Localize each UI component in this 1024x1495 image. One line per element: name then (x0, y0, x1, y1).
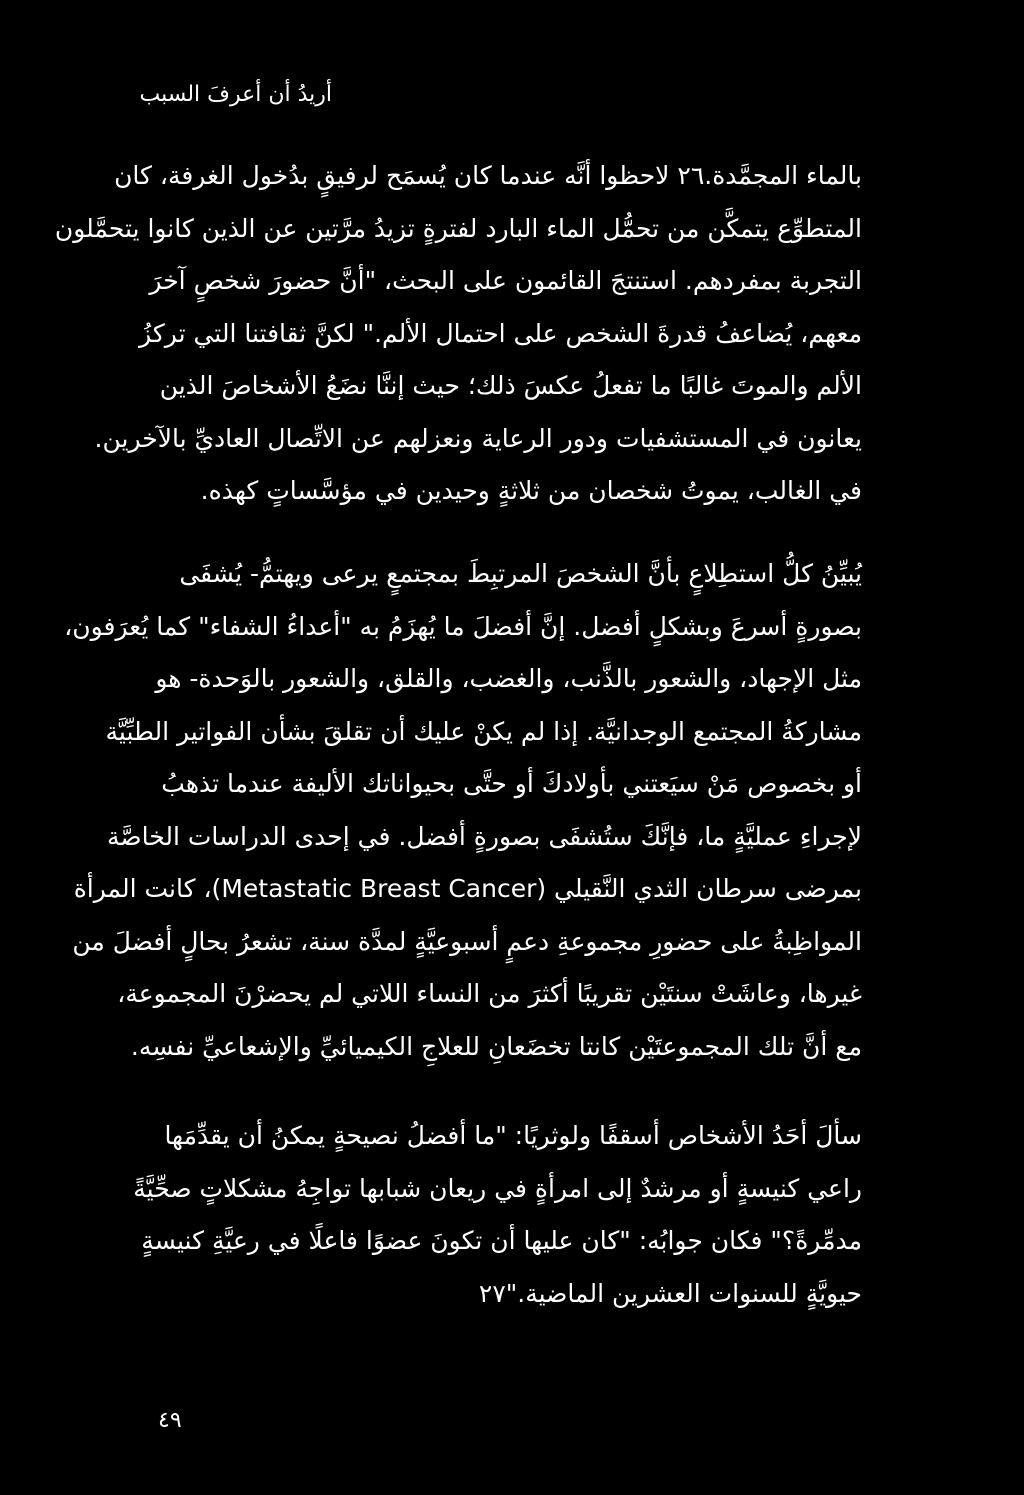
text-line: حيويَّةٍ للسنوات العشرين الماضية."٢٧ (478, 1278, 862, 1308)
text-line: مع أنَّ تلك المجموعتَيْن كانتا تخضَعانِ للعلاجِ الكيميائيِّ والإشعاعيِّ نفسِه. (130, 1031, 862, 1061)
text-line: التجربة بمفردهم. استنتجَ القائمون على البحث، "أنَّ حضورَ شخصٍ آخرَ (149, 266, 862, 295)
text-line: سألَ أحَدُ الأشخاص أسقفًا ولوثريًا: "ما أفضلُ نصيحةٍ يمكنُ أن يقدِّمَها (164, 1121, 862, 1150)
text-line: يعانون في المستشفيات ودور الرعاية ونعزلهم عن الاتِّصال العاديِّ بالآخرين. (94, 423, 862, 453)
text-line: مثل الإجهاد، والشعور بالذَّنب، والغضب، والقلق، والشعور بالوَحدة- هو (155, 664, 862, 693)
running-header: أريدُ أن أعرفَ السبب (139, 82, 332, 107)
text-line: غيرها، وعاشَتْ سنتَيْن تقريبًا أكثرَ من النساء اللاتي لم يحضرْنَ المجموعة، (117, 979, 862, 1008)
text-line: مشاركةُ المجتمع الوجدانيَّة. إذا لم يكنْ عليك أن تقلقَ بشأن الفواتير الطبِّيَّة (105, 716, 862, 746)
text-line: الألم والموتَ غالبًا ما تفعلُ عكسَ ذلك؛ حيث إننَّا نضَعُ الأشخاصَ الذين (159, 371, 862, 400)
paragraph-2 (64, 548, 862, 1073)
text-line: مدمِّرةً؟" فكان جوابُه: "كان عليها أن تكونَ عضوًا فاعلًا في رعيَّةِ كنيسةٍ (141, 1226, 862, 1255)
text-line: بالماء المجمَّدة.٢٦ لاحظوا أنَّه عندما كان يُسمَح لرفيقٍ بدُخول الغرفة، كان (114, 161, 862, 190)
text-line: أو بخصوص مَنْ سيَعتني بأولادكَ أو حتَّى بحيواناتك الأليفة عندما تذهبُ (161, 769, 862, 798)
text-line: بصورةٍ أسرعَ وبشكلٍ أفضل. إنَّ أفضلَ ما يُهزَمُ به "أعداءُ الشفاء" كما يُعرَفون، (64, 611, 862, 641)
text-line: المواظِبةُ على حضورِ مجموعةِ دعمٍ أسبوعيَّةٍ لمدَّة سنة، تشعرُ بحالٍ أفضلَ من (72, 926, 862, 956)
text-line: راعي كنيسةٍ أو مرشدٌ إلى امرأةٍ في ريعان شبابها تواجِهُ مشكلاتٍ صحِّيَّةً (133, 1173, 862, 1203)
text-line: المتطوِّع يتمكَّن من تحمُّل الماء البارد لفترةٍ تزيدُ مرَّتين عن الذين كانوا يتحمَّلون (54, 213, 862, 243)
text-line: معهم، يُضاعفُ قدرةَ الشخص على احتمال الألم." لكنَّ ثقافتنا التي تركزُ (139, 318, 862, 348)
page-number: ٤٩ (158, 1408, 182, 1433)
text-line: لإجراءِ عمليَّةٍ ما، فإنَّكَ ستُشفَى بصورةٍ أفضل. في إحدى الدراسات الخاصَّة (106, 821, 862, 851)
paragraph-3 (133, 1110, 862, 1320)
text-line: بمرضى سرطان الثدي النَّقيلي (Metastatic Breast Cancer)، كانت المرأة (73, 874, 862, 903)
text-line: في الغالب، يموتُ شخصان من ثلاثةٍ وحيدين في مؤسَّساتٍ كهذه. (200, 476, 862, 505)
paragraph-1 (54, 150, 862, 518)
text-line: يُبيِّنُ كلُّ استطِلاعٍ بأنَّ الشخصَ المرتبِطَ بمجتمعٍ يرعى ويهتمُّ- يُشفَى (179, 559, 862, 588)
